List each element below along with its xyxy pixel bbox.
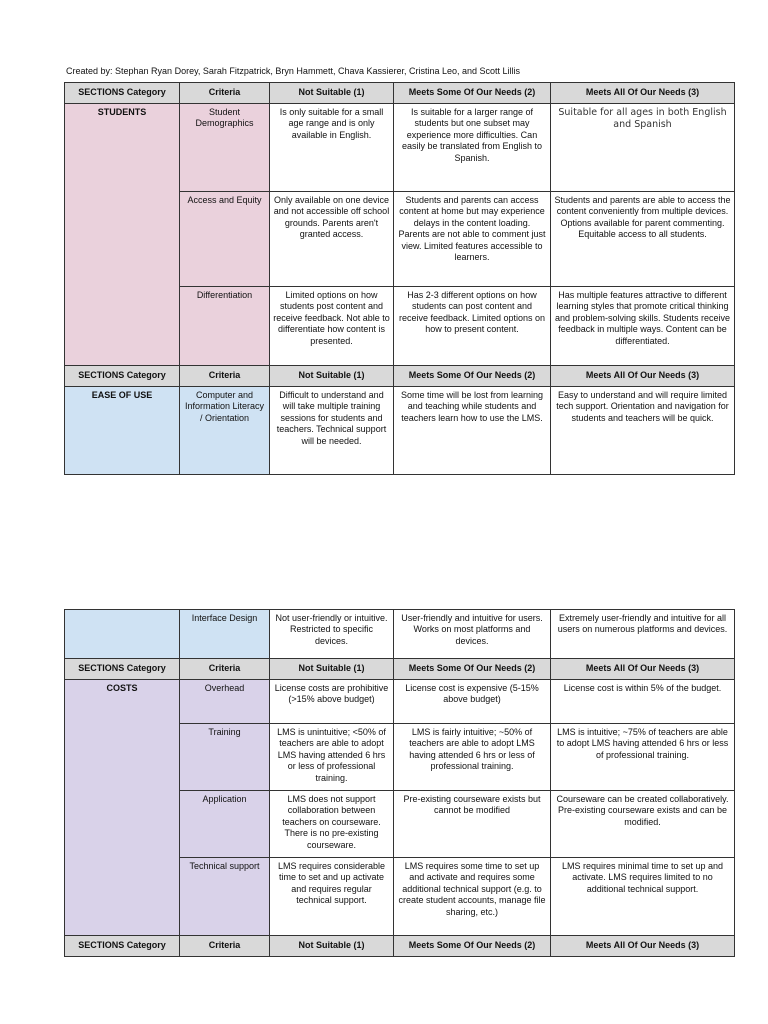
header-criteria: Criteria (180, 936, 270, 957)
level2-cell: Has 2-3 different options on how students can post content and receive feedback. Limited options on how to present content. (394, 287, 551, 366)
level1-cell: LMS does not support collaboration between teachers on courseware. There is no pre-existing courseware. (270, 791, 394, 858)
header-section: SECTIONS Category (65, 366, 180, 387)
level1-cell: Only available on one device and not accessible off school grounds. Parents aren't granted access. (270, 192, 394, 287)
level3-cell: Has multiple features attractive to different learning styles that promote critical thinking and problem-solving skills. Students receive feedback in multiple ways. Content can be differentiated. (551, 287, 735, 366)
header-section: SECTIONS Category (65, 83, 180, 104)
header-level2: Meets Some Of Our Needs (2) (394, 83, 551, 104)
level3-cell: LMS is intuitive; ~75% of teachers are able to adopt LMS having attended 6 hrs or less of professional training. (551, 724, 735, 791)
level3-cell: Courseware can be created collaboratively. Pre-existing courseware exists and can be modified. (551, 791, 735, 858)
header-level1: Not Suitable (1) (270, 83, 394, 104)
header-level1: Not Suitable (1) (270, 659, 394, 680)
criteria-cell: Application (180, 791, 270, 858)
section-students: STUDENTS (65, 104, 180, 366)
table-row (65, 610, 735, 659)
header-row (65, 366, 735, 387)
criteria-cell: Training (180, 724, 270, 791)
section-ease-of-use: EASE OF USE (65, 387, 180, 475)
criteria-cell: Computer and Information Literacy / Orientation (180, 387, 270, 475)
header-section: SECTIONS Category (65, 659, 180, 680)
level2-cell: Is suitable for a larger range of students but one subset may experience more difficulties. Can easily be translated from English to Spanish. (394, 104, 551, 192)
level3-cell: Students and parents are able to access the content conveniently from multiple devices. Options available for parent commenting. Equitable access to all students. (551, 192, 735, 287)
header-level1: Not Suitable (1) (270, 366, 394, 387)
level1-cell: LMS requires considerable time to set and up activate and requires regular technical support. (270, 858, 394, 936)
criteria-cell: Student Demographics (180, 104, 270, 192)
header-criteria: Criteria (180, 659, 270, 680)
header-row (65, 659, 735, 680)
criteria-cell: Overhead (180, 680, 270, 724)
level2-cell: Students and parents can access content at home but may experience delays in the content loading. Parents are not able to comment just view. Limited features accessible to learners. (394, 192, 551, 287)
level2-cell: User-friendly and intuitive for users. Works on most platforms and devices. (394, 610, 551, 659)
level1-cell: Limited options on how students post content and receive feedback. Not able to differentiate how content is presented. (270, 287, 394, 366)
rubric-table-page-2 (64, 609, 735, 957)
section-costs: COSTS (65, 680, 180, 936)
criteria-cell: Differentiation (180, 287, 270, 366)
rubric-table-page-1 (64, 82, 735, 475)
header-row (65, 936, 735, 957)
criteria-cell: Technical support (180, 858, 270, 936)
header-level1: Not Suitable (1) (270, 936, 394, 957)
header-level3: Meets All Of Our Needs (3) (551, 83, 735, 104)
header-level3: Meets All Of Our Needs (3) (551, 659, 735, 680)
level3-cell: License cost is within 5% of the budget. (551, 680, 735, 724)
section-ease-of-use-continued (65, 610, 180, 659)
header-row (65, 83, 735, 104)
header-level3: Meets All Of Our Needs (3) (551, 936, 735, 957)
table-row (65, 104, 735, 192)
level2-cell: LMS is fairly intuitive; ~50% of teachers are able to adopt LMS having attended 6 hrs or less of professional training. (394, 724, 551, 791)
level1-cell: Not user-friendly or intuitive. Restricted to specific devices. (270, 610, 394, 659)
level2-cell: Some time will be lost from learning and teaching while students and teachers learn how to use the LMS. (394, 387, 551, 475)
header-level3: Meets All Of Our Needs (3) (551, 366, 735, 387)
header-criteria: Criteria (180, 83, 270, 104)
level2-cell: License cost is expensive (5-15% above budget) (394, 680, 551, 724)
level2-cell: Pre-existing courseware exists but cannot be modified (394, 791, 551, 858)
header-section: SECTIONS Category (65, 936, 180, 957)
criteria-cell: Interface Design (180, 610, 270, 659)
level1-cell: Is only suitable for a small age range and is only available in English. (270, 104, 394, 192)
level2-cell: LMS requires some time to set up and activate and requires some additional technical support (e.g. to create student accounts, manage file sharing, etc.) (394, 858, 551, 936)
header-level2: Meets Some Of Our Needs (2) (394, 659, 551, 680)
level1-cell: LMS is unintuitive; <50% of teachers are able to adopt LMS having attended 6 hrs or less of professional training. (270, 724, 394, 791)
criteria-cell: Access and Equity (180, 192, 270, 287)
level3-cell: LMS requires minimal time to set up and activate. LMS requires limited to no additional technical support. (551, 858, 735, 936)
table-row (65, 387, 735, 475)
header-level2: Meets Some Of Our Needs (2) (394, 366, 551, 387)
header-criteria: Criteria (180, 366, 270, 387)
level3-cell: Extremely user-friendly and intuitive for all users on numerous platforms and devices. (551, 610, 735, 659)
level3-cell: Suitable for all ages in both English and Spanish (551, 104, 735, 192)
level1-cell: Difficult to understand and will take multiple training sessions for students and teachers. Technical support will be needed. (270, 387, 394, 475)
credit-line: Created by: Stephan Ryan Dorey, Sarah Fitzpatrick, Bryn Hammett, Chava Kassierer, Cristina Leo, and Scott Lillis (66, 66, 521, 76)
header-level2: Meets Some Of Our Needs (2) (394, 936, 551, 957)
level1-cell: License costs are prohibitive (>15% above budget) (270, 680, 394, 724)
level3-cell: Easy to understand and will require limited tech support. Orientation and navigation for students and teachers will be quick. (551, 387, 735, 475)
table-row (65, 680, 735, 724)
